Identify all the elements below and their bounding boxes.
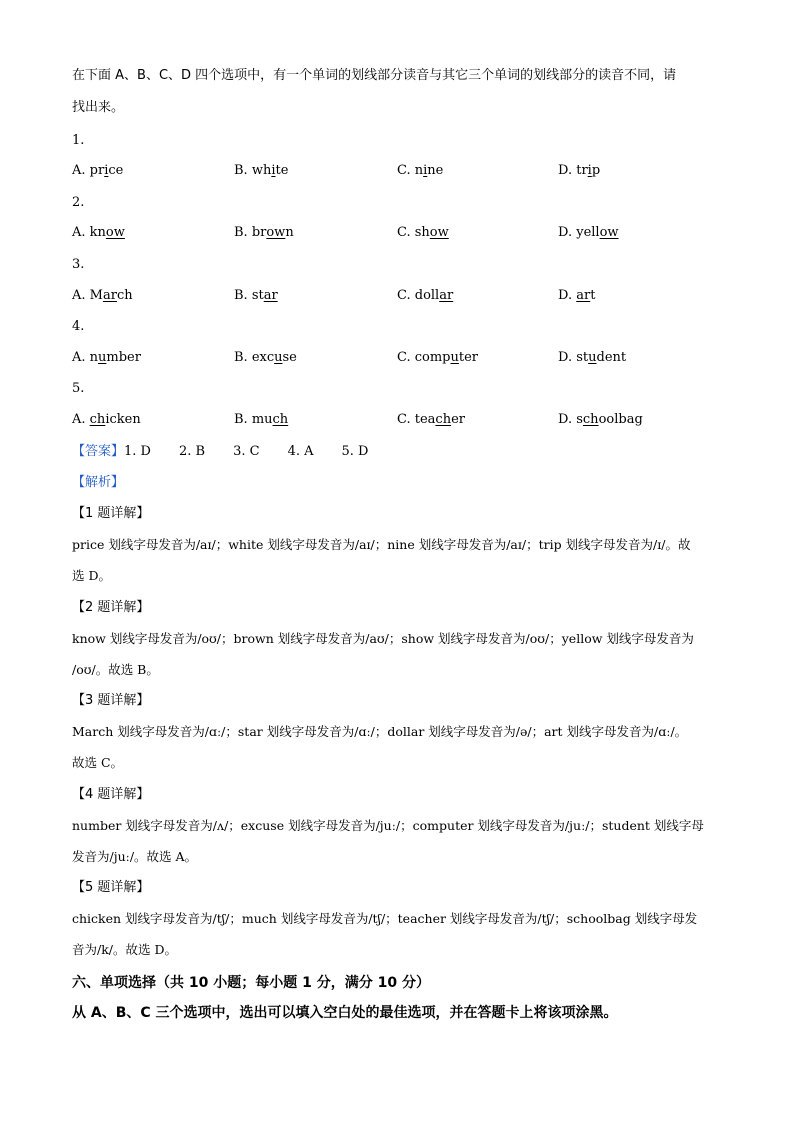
detail-title: 【2 题详解】 [72, 600, 150, 615]
detail-text: 发音为/juː/。故选 A。 [72, 849, 198, 864]
option-a: A. know [72, 225, 125, 240]
underlined-letters: u [98, 350, 107, 365]
option-a: A. number [72, 350, 141, 365]
option-d: D. art [558, 288, 596, 303]
underlined-letters: u [274, 350, 283, 365]
underlined-letters: ar [439, 288, 454, 303]
detail-title: 【1 题详解】 [72, 506, 150, 521]
detail-text: know 划线字母发音为/oʊ/；brown 划线字母发音为/aʊ/；show 划线字母发音为/oʊ/；yellow 划线字母发音为 [72, 631, 694, 646]
underlined-letters: u [450, 350, 459, 365]
detail-text: March 划线字母发音为/ɑː/；star 划线字母发音为/ɑː/；dollar 划线字母发音为/ə/；art 划线字母发音为/ɑː/。 [72, 724, 688, 739]
option-b: B. much [234, 412, 289, 427]
underlined-letters: i [104, 163, 109, 178]
option-a: A. March [72, 288, 133, 303]
underlined-letters: u [588, 350, 597, 365]
detail-title: 【5 题详解】 [72, 880, 150, 895]
option-c: C. nine [397, 163, 444, 178]
option-d: D. schoolbag [558, 412, 643, 427]
option-b: B. star [234, 288, 278, 303]
detail-title: 【3 题详解】 [72, 693, 150, 708]
detail-text: number 划线字母发音为/ʌ/；excuse 划线字母发音为/juː/；computer 划线字母发音为/juː/；student 划线字母 [72, 818, 704, 833]
section-heading: 六、单项选择（共 10 小题；每小题 1 分，满分 10 分） [72, 975, 430, 991]
answer-row [72, 444, 396, 460]
instruction-line-1: 在下面 A、B、C、D 四个选项中，有一个单词的划线部分读音与其它三个单词的划线部分的读音不同，请 [72, 68, 677, 83]
option-c: C. show [397, 225, 449, 240]
detail-text: 选 D。 [72, 568, 111, 583]
detail-text: 故选 C。 [72, 755, 124, 770]
option-b: B. brown [234, 225, 294, 240]
question-number: 2. [72, 195, 85, 210]
option-a: A. chicken [72, 412, 141, 427]
underlined-letters: ch [89, 412, 106, 427]
answer-label: 【答案】 [72, 444, 125, 459]
underlined-letters: ow [599, 225, 619, 240]
underlined-letters: ch [435, 412, 452, 427]
underlined-letters: i [271, 163, 276, 178]
underlined-letters: ar [263, 288, 278, 303]
answer-value: 3. C [233, 444, 260, 459]
option-d: D. trip [558, 163, 601, 178]
answer-values [124, 444, 396, 459]
question-number: 4. [72, 319, 85, 334]
option-b: B. excuse [234, 350, 297, 365]
answer-value: 5. D [341, 444, 369, 459]
option-a: A. price [72, 163, 124, 178]
underlined-letters: ch [582, 412, 599, 427]
underlined-letters: ow [429, 225, 449, 240]
detail-text: price 划线字母发音为/aɪ/；white 划线字母发音为/aɪ/；nine 划线字母发音为/aɪ/；trip 划线字母发音为/ɪ/。故 [72, 537, 691, 552]
section-instruction: 从 A、B、C 三个选项中，选出可以填入空白处的最佳选项，并在答题卡上将该项涂黑。 [72, 1005, 618, 1021]
answer-value: 4. A [287, 444, 314, 459]
option-d: D. yellow [558, 225, 619, 240]
analysis-label: 【解析】 [72, 475, 125, 490]
underlined-letters: ow [266, 225, 286, 240]
underlined-letters: ar [576, 288, 591, 303]
question-number: 1. [72, 133, 85, 148]
question-number: 5. [72, 381, 85, 396]
option-d: D. student [558, 350, 627, 365]
underlined-letters: i [587, 163, 592, 178]
underlined-letters: i [423, 163, 428, 178]
detail-text: 音为/k/。故选 D。 [72, 942, 177, 957]
answer-value: 1. D [124, 444, 151, 459]
answer-value: 2. B [178, 444, 206, 459]
instruction-line-2: 找出来。 [72, 100, 125, 115]
option-c: C. teacher [397, 412, 465, 427]
option-b: B. white [234, 163, 289, 178]
underlined-letters: ar [102, 288, 117, 303]
option-c: C. computer [397, 350, 479, 365]
question-number: 3. [72, 257, 85, 272]
underlined-letters: ow [105, 225, 125, 240]
underlined-letters: ch [272, 412, 289, 427]
detail-text: chicken 划线字母发音为/tʃ/；much 划线字母发音为/tʃ/；teacher 划线字母发音为/tʃ/；schoolbag 划线字母发 [72, 911, 698, 926]
option-c: C. dollar [397, 288, 454, 303]
detail-title: 【4 题详解】 [72, 787, 150, 802]
detail-text: /oʊ/。故选 B。 [72, 662, 159, 677]
